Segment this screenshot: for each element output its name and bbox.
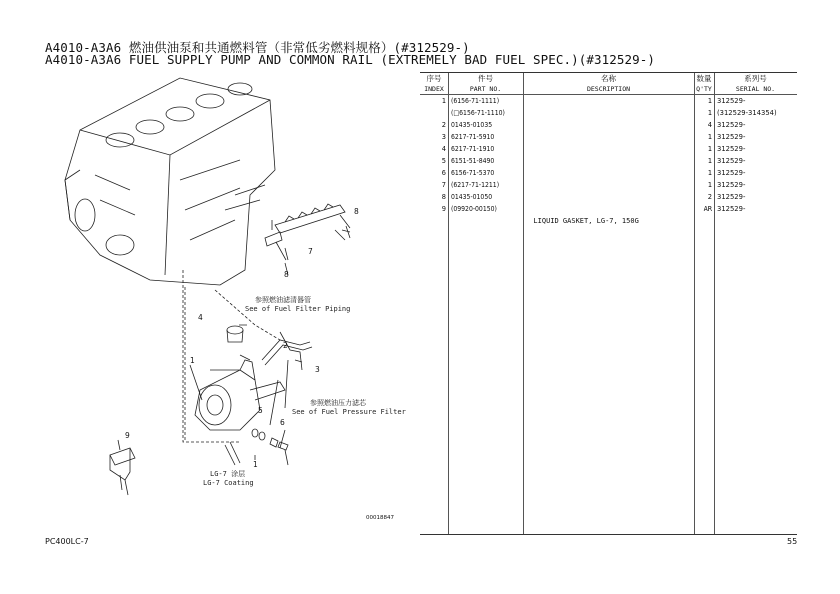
diagram-label: 8 [354, 207, 359, 216]
table-row [420, 120, 797, 132]
row-part-no: 6151-51-8490 [451, 157, 495, 165]
row-index: 7 [441, 181, 446, 189]
header-part-no [448, 73, 523, 95]
diagram-label: 1 [190, 356, 195, 365]
header-qty-en: Q'TY [696, 85, 712, 93]
row-qty: 1 [707, 97, 712, 105]
row-part-no: (6217-71-1211) [451, 181, 500, 189]
row-part-no: 6217-71-5910 [451, 133, 495, 141]
row-desc-continuation: LIQUID GASKET, LG-7, 150G [525, 217, 639, 225]
row-qty: 4 [707, 121, 712, 129]
row-serial: 312529- [717, 193, 746, 201]
row-part-no: (□6156-71-1110) [451, 109, 505, 117]
row-part-no: 6217-71-1910 [451, 145, 495, 153]
row-index: 2 [441, 121, 446, 129]
header-desc-en: DESCRIPTION [586, 85, 631, 93]
row-serial: 312529- [717, 133, 746, 141]
row-part-no: (09920-00150) [451, 205, 497, 213]
table-row [420, 192, 797, 204]
header-serial-cn: 系列号 [744, 74, 767, 83]
callout-lg7-en: LG-7 Coating [203, 479, 254, 487]
row-serial: 312529- [717, 157, 746, 165]
diagram-label: 1 [253, 460, 258, 469]
diagram-label: 2 [283, 341, 288, 350]
table-row [420, 204, 797, 216]
callout-lg7-cn: LG-7 涂层 [210, 470, 246, 478]
row-qty: 1 [707, 157, 712, 165]
callout-fuel-filter-cn: 参照燃油滤清器管 [255, 296, 311, 304]
diagram-label: 3 [315, 365, 320, 374]
row-qty: AR [703, 205, 712, 213]
machine-model: PC400LC-7 [45, 537, 89, 546]
row-index: 5 [441, 157, 446, 165]
table-row [420, 156, 797, 168]
header-desc-cn: 名称 [601, 74, 616, 83]
table-row [420, 96, 797, 108]
header-serial-en: SERIAL NO. [735, 85, 776, 93]
callout-pressure-filter-en: See of Fuel Pressure Filter [292, 408, 406, 416]
header-index [420, 73, 448, 95]
table-row [420, 180, 797, 192]
header-qty-cn: 数量 [696, 74, 712, 83]
page-number: 55 [787, 537, 798, 546]
row-index: 4 [441, 145, 446, 153]
diagram-label: 7 [308, 247, 313, 256]
row-serial: 312529- [717, 205, 746, 213]
table-row [420, 216, 797, 228]
diagram-label: 5 [258, 406, 263, 415]
row-serial: 312529- [717, 181, 746, 189]
diagram-label: 9 [125, 431, 130, 440]
row-serial: 312529- [717, 169, 746, 177]
table-row [420, 132, 797, 144]
row-qty: 1 [707, 109, 712, 117]
page-title-chinese: A4010-A3A6 燃油供油泵和共通燃料管（非常低劣燃料规格）(#312529-) [45, 40, 470, 55]
row-index: 6 [441, 169, 446, 177]
row-index: 1 [441, 97, 446, 105]
row-serial: (312529-314354) [717, 109, 777, 117]
header-part-en: PART NO. [469, 85, 502, 93]
header-description [523, 73, 694, 95]
row-index: 8 [441, 193, 446, 201]
row-serial: 312529- [717, 121, 746, 129]
header-serial [714, 73, 797, 95]
row-part-no: 01435-01035 [451, 121, 493, 129]
row-index: 9 [441, 205, 446, 213]
exploded-view-diagram [40, 70, 420, 540]
header-index-cn: 序号 [426, 74, 442, 83]
callout-pressure-filter-cn: 参照燃油压力滤芯 [310, 399, 366, 407]
row-qty: 1 [707, 181, 712, 189]
row-qty: 1 [707, 133, 712, 141]
table-row [420, 144, 797, 156]
page-title-english: A4010-A3A6 FUEL SUPPLY PUMP AND COMMON RAIL (EXTREMELY BAD FUEL SPEC.)(#312529-) [45, 52, 656, 67]
parts-list-table [420, 72, 797, 535]
header-part-cn: 件号 [478, 74, 493, 83]
table-row [420, 168, 797, 180]
row-qty: 2 [707, 193, 712, 201]
row-part-no: 01435-01050 [451, 193, 493, 201]
header-index-en: INDEX [424, 85, 444, 93]
table-row [420, 108, 797, 120]
row-qty: 1 [707, 145, 712, 153]
row-part-no: (6156-71-1111) [451, 97, 500, 105]
figure-code: 00018847 [366, 515, 394, 521]
row-qty: 1 [707, 169, 712, 177]
row-index: 3 [441, 133, 446, 141]
diagram-label: 4 [198, 313, 203, 322]
header-qty [694, 73, 714, 95]
diagram-label: 6 [280, 418, 285, 427]
diagram-label: 8 [284, 270, 289, 279]
row-serial: 312529- [717, 145, 746, 153]
callout-fuel-filter-en: See of Fuel Filter Piping [245, 305, 351, 313]
row-serial: 312529- [717, 97, 746, 105]
row-part-no: 6156-71-5370 [451, 169, 495, 177]
